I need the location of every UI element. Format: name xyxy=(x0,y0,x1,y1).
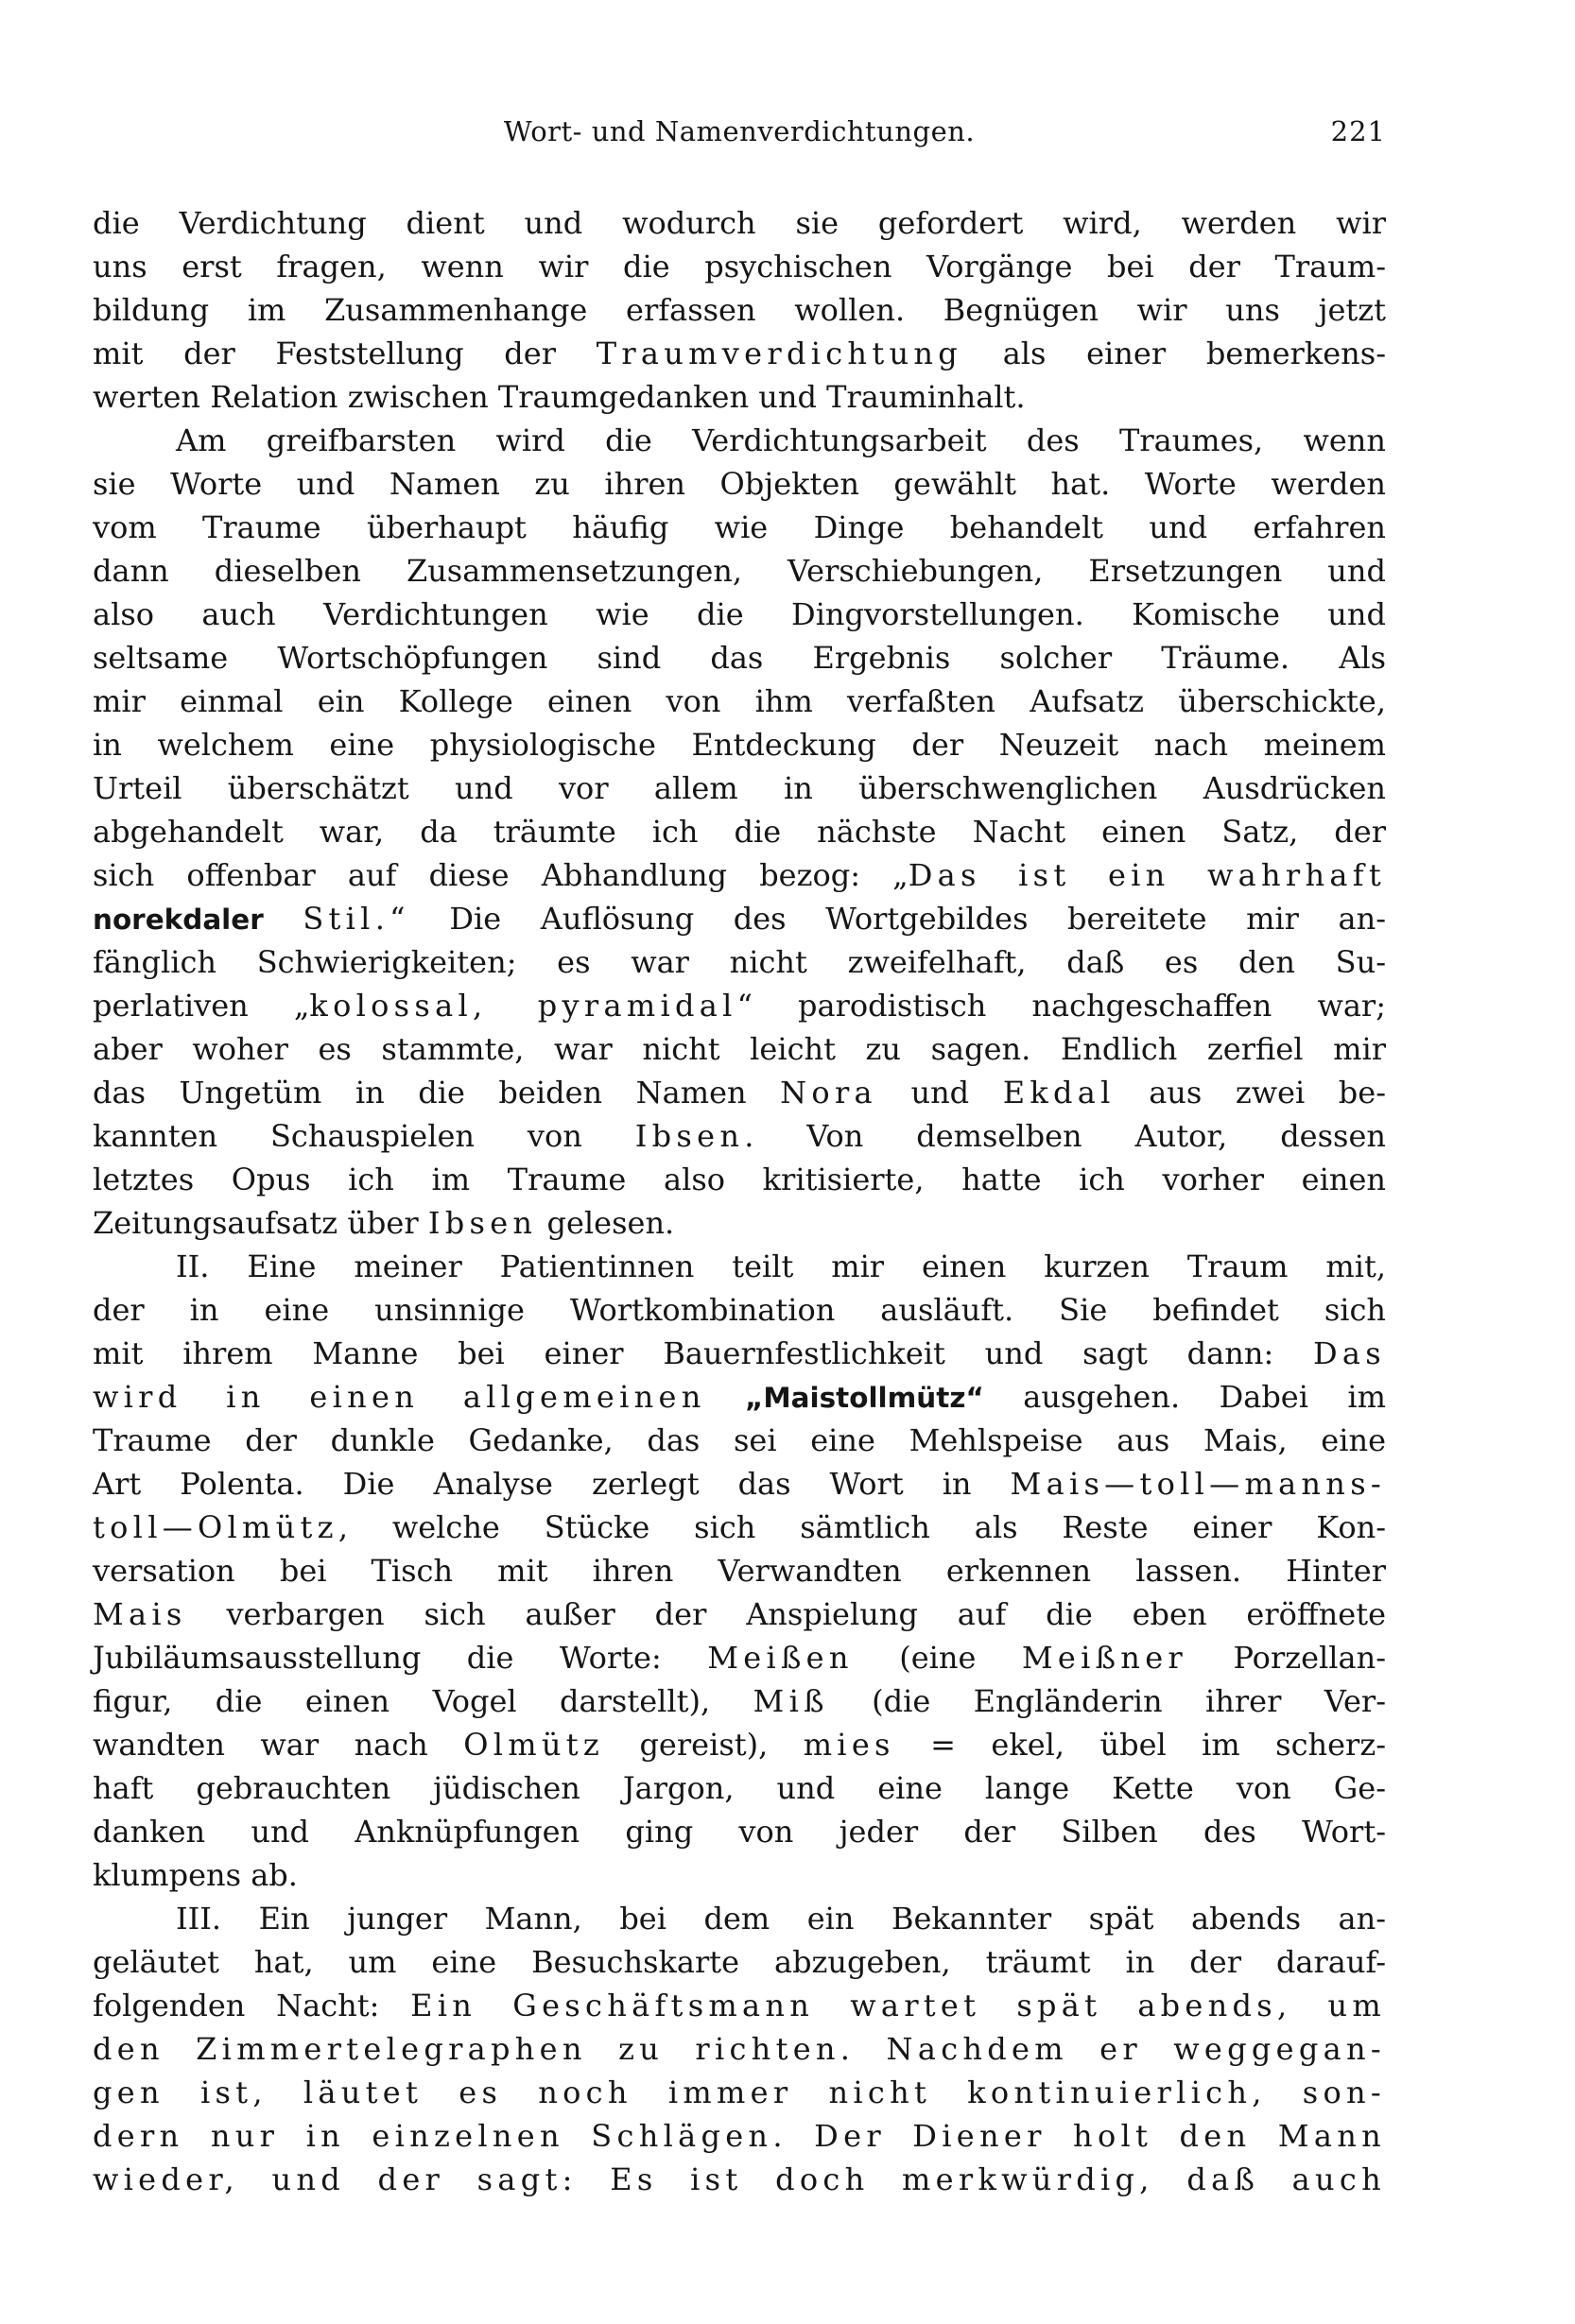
emphasized-text: mies xyxy=(803,1727,895,1763)
text-line xyxy=(93,940,1386,984)
text-line xyxy=(93,1245,1386,1288)
emphasized-text: Meißner xyxy=(1021,1640,1187,1676)
text-segment: . Von demselben Autor, dessen xyxy=(744,1118,1386,1154)
text-segment: Die Auflösung des Wortgebildes bereitete mir an- xyxy=(409,901,1387,937)
text-segment: = ekel, übel im scherz- xyxy=(894,1727,1387,1763)
paragraph-2 xyxy=(93,419,1386,1245)
text-segment: fänglich Schwierigkeiten; es war nicht zweifelhaft, daß es den Su- xyxy=(93,944,1386,980)
text-line xyxy=(93,288,1386,332)
text-segment: III. Ein junger Mann, bei dem ein Bekannter spät abends an- xyxy=(176,1901,1386,1937)
emphasized-text: gen ist, läutet es noch immer nicht kontinuierlich, son- xyxy=(93,2074,1386,2110)
paragraph-3 xyxy=(93,1245,1386,1897)
text-segment xyxy=(706,1379,745,1415)
emphasized-text: Mais xyxy=(93,1596,187,1632)
emphasized-text: Meißen xyxy=(707,1640,854,1676)
text-line xyxy=(93,1853,1386,1897)
text-segment: bildung im Zusammenhange erfassen wollen. Begnügen wir uns jetzt xyxy=(93,292,1386,328)
text-line xyxy=(93,680,1386,723)
text-line xyxy=(93,897,1386,940)
text-segment: Zeitungsaufsatz über xyxy=(93,1205,428,1241)
text-segment: das Ungetüm in die beiden Namen xyxy=(93,1075,781,1110)
emphasized-text: Ekdal xyxy=(1002,1075,1116,1110)
text-segment: folgenden Nacht: xyxy=(93,1988,411,2023)
text-segment: figur, die einen Vogel darstellt), xyxy=(93,1683,753,1719)
text-segment: aber woher es stammte, war nicht leicht zu sagen. Endlich zerfiel mir xyxy=(93,1031,1386,1067)
text-segment: mir einmal ein Kollege einen von ihm verfaßten Aufsatz überschickte, xyxy=(93,683,1386,719)
text-segment: aus zwei be- xyxy=(1115,1075,1387,1110)
text-segment: klumpens ab. xyxy=(93,1857,298,1893)
text-line xyxy=(93,1332,1386,1375)
text-line xyxy=(93,1679,1386,1723)
emphasized-text: Nora xyxy=(780,1075,877,1110)
text-line xyxy=(93,375,1386,419)
emphasized-text: Ibsen xyxy=(427,1205,538,1241)
text-line xyxy=(93,1592,1386,1636)
text-line xyxy=(93,1984,1386,2027)
text-segment: der in eine unsinnige Wortkombination ausläuft. Sie befindet sich xyxy=(93,1292,1386,1328)
text-line xyxy=(93,1723,1386,1766)
emphasized-text: dern nur in einzelnen Schlägen. Der Diener holt den Mann xyxy=(93,2118,1386,2154)
text-segment: geläutet hat, um eine Besuchskarte abzugeben, träumt in der darauf- xyxy=(93,1944,1386,1980)
text-line xyxy=(93,1636,1386,1679)
text-segment: werten Relation zwischen Traumgedanken und Trauminhalt. xyxy=(93,379,1026,415)
text-line xyxy=(93,2027,1386,2071)
text-segment: mit ihrem Manne bei einer Bauernfestlichkeit und sagt dann: xyxy=(93,1335,1313,1371)
text-segment: danken und Anknüpfungen ging von jeder der Silben des Wort- xyxy=(93,1814,1386,1850)
text-line xyxy=(93,2158,1386,2201)
text-segment: seltsame Wortschöpfungen sind das Ergebnis solcher Träume. Als xyxy=(93,640,1386,676)
emphasized-text: Das ist ein wahrhaft xyxy=(908,857,1386,893)
text-segment: wandten war nach xyxy=(93,1727,464,1763)
text-line xyxy=(93,1288,1386,1332)
text-line xyxy=(93,1897,1386,1940)
text-segment: als einer bemerkens- xyxy=(962,336,1387,371)
text-line xyxy=(93,1375,1386,1419)
text-segment: in welchem eine physiologische Entdeckung der Neuzeit nach meinem xyxy=(93,727,1386,763)
text-segment: sich offenbar auf diese Abhandlung bezog: „ xyxy=(93,857,909,893)
text-segment: perlativen „ xyxy=(93,988,310,1024)
emphasized-text: Das xyxy=(1313,1335,1386,1371)
emphasized-text: Mais—toll—manns- xyxy=(1010,1466,1386,1502)
paragraph-4 xyxy=(93,1897,1386,2201)
text-segment: mit der Feststellung der xyxy=(93,336,597,371)
text-line xyxy=(93,506,1386,549)
text-line xyxy=(93,636,1386,680)
text-line xyxy=(93,1462,1386,1506)
text-segment: uns erst fragen, wenn wir die psychischen Vorgänge bei der Traum- xyxy=(93,249,1386,284)
emphasized-text: den Zimmertelegraphen zu richten. Nachdem er weggegan- xyxy=(93,2031,1386,2067)
text-line xyxy=(93,1419,1386,1462)
text-line xyxy=(93,1071,1386,1114)
text-segment: “ parodistisch nachgeschaffen war; xyxy=(736,988,1387,1024)
text-segment: also auch Verdichtungen wie die Dingvorstellungen. Komische und xyxy=(93,596,1386,632)
text-line xyxy=(93,1549,1386,1592)
text-line xyxy=(93,419,1386,462)
text-line xyxy=(93,593,1386,636)
text-line xyxy=(93,1114,1386,1158)
running-title: Wort- und Namenverdichtungen. xyxy=(503,115,976,147)
text-segment: haft gebrauchten jüdischen Jargon, und eine lange Kette von Ge- xyxy=(93,1770,1386,1806)
text-line xyxy=(93,462,1386,506)
text-line xyxy=(93,1201,1386,1245)
text-segment: Jubiläumsausstellung die Worte: xyxy=(93,1640,708,1676)
bold-text: norekdaler xyxy=(93,904,264,936)
text-segment: (die Engländerin ihrer Ver- xyxy=(828,1683,1387,1719)
text-line xyxy=(93,853,1386,897)
text-segment: vom Traume überhaupt häufig wie Dinge behandelt und erfahren xyxy=(93,509,1386,545)
text-segment: , welche Stücke sich sämtlich als Reste einer Kon- xyxy=(338,1509,1386,1545)
text-segment: kannten Schauspielen von xyxy=(93,1118,635,1154)
paragraph-1 xyxy=(93,201,1386,419)
emphasized-text: Stil.“ xyxy=(303,901,410,937)
text-line xyxy=(93,549,1386,593)
text-line xyxy=(93,810,1386,853)
emphasized-text: Miß xyxy=(753,1683,829,1719)
text-segment: die Verdichtung dient und wodurch sie gefordert wird, werden wir xyxy=(93,205,1386,241)
text-line xyxy=(93,2071,1386,2114)
text-line xyxy=(93,201,1386,245)
text-line xyxy=(93,723,1386,766)
text-segment: ausgehen. Dabei im xyxy=(983,1379,1386,1415)
emphasized-text: kolossal, pyramidal xyxy=(309,988,737,1024)
text-segment: letztes Opus ich im Traume also kritisierte, hatte ich vorher einen xyxy=(93,1162,1386,1197)
text-segment: Traume der dunkle Gedanke, das sei eine Mehlspeise aus Mais, eine xyxy=(93,1422,1386,1458)
text-segment: Am greifbarsten wird die Verdichtungsarbeit des Traumes, wenn xyxy=(176,422,1386,458)
page-number: 221 xyxy=(1330,115,1386,147)
text-segment: gereist), xyxy=(604,1727,804,1763)
page-body xyxy=(93,201,1386,2201)
emphasized-text: Olmütz xyxy=(463,1727,605,1763)
text-line xyxy=(93,2114,1386,2158)
running-head xyxy=(93,112,1386,151)
emphasized-text: toll—Olmütz xyxy=(93,1509,338,1545)
emphasized-text: Ibsen xyxy=(634,1118,745,1154)
text-segment: dann dieselben Zusammensetzungen, Verschiebungen, Ersetzungen und xyxy=(93,553,1386,589)
text-segment: abgehandelt war, da träumte ich die nächste Nacht einen Satz, der xyxy=(93,814,1386,850)
text-line xyxy=(93,1810,1386,1853)
text-line xyxy=(93,332,1386,375)
bold-text: „Maistollmütz“ xyxy=(745,1382,984,1414)
text-segment: sie Worte und Namen zu ihren Objekten gewählt hat. Worte werden xyxy=(93,466,1386,502)
text-segment: Art Polenta. Die Analyse zerlegt das Wort in xyxy=(93,1466,1011,1502)
text-segment: (eine xyxy=(853,1640,1022,1676)
text-segment: versation bei Tisch mit ihren Verwandten erkennen lassen. Hinter xyxy=(93,1553,1386,1589)
text-line xyxy=(93,245,1386,288)
emphasized-text: wieder, und der sagt: Es ist doch merkwürdig, daß auch xyxy=(93,2161,1386,2197)
text-line xyxy=(93,1506,1386,1549)
emphasized-text: wird in einen allgemeinen xyxy=(93,1379,706,1415)
emphasized-text: Traumverdichtung xyxy=(596,336,962,371)
text-segment: und xyxy=(876,1075,1003,1110)
text-line xyxy=(93,1766,1386,1810)
text-segment: Urteil überschätzt und vor allem in überschwenglichen Ausdrücken xyxy=(93,770,1386,806)
text-line xyxy=(93,1027,1386,1071)
emphasized-text: Ein Geschäftsmann wartet spät abends, um xyxy=(410,1988,1387,2023)
text-line xyxy=(93,1940,1386,1984)
text-segment: Porzellan- xyxy=(1187,1640,1387,1676)
text-line xyxy=(93,1158,1386,1201)
text-line xyxy=(93,984,1386,1027)
text-line xyxy=(93,766,1386,810)
text-segment: gelesen. xyxy=(537,1205,675,1241)
text-segment: verbargen sich außer der Anspielung auf die eben eröffnete xyxy=(186,1596,1386,1632)
text-segment xyxy=(264,901,303,937)
text-segment: II. Eine meiner Patientinnen teilt mir einen kurzen Traum mit, xyxy=(176,1248,1386,1284)
